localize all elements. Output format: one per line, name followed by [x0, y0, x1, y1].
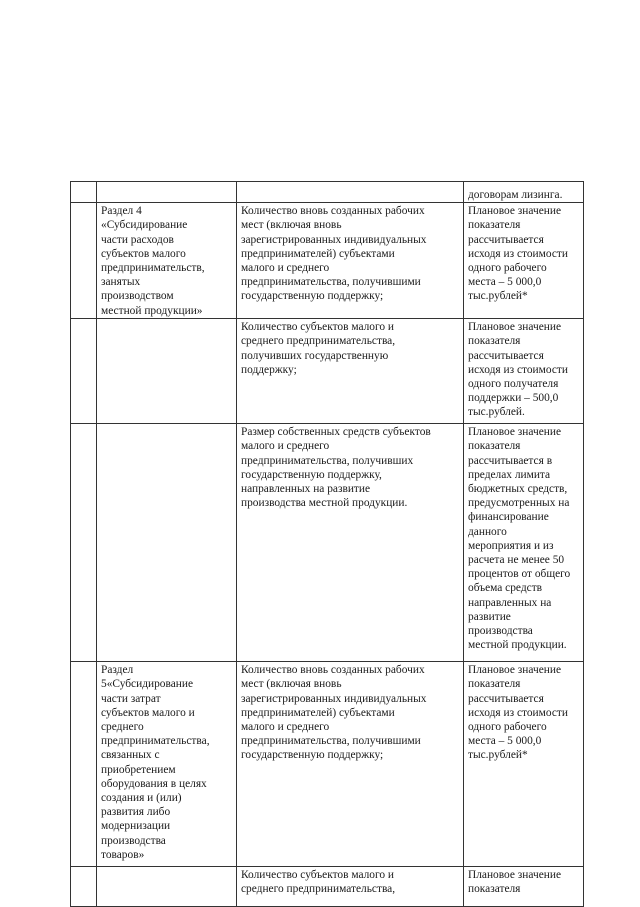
indicator-cell: Количество субъектов малого и среднего предпринимательства, получивших государственную поддержку; — [237, 319, 464, 424]
row-number-cell — [71, 203, 97, 319]
note-cell: Плановое значение показателя рассчитывается исходя из стоимости одного рабочего места – 5 000,0 тыс.рублей* — [464, 203, 584, 319]
section-cell — [97, 424, 237, 662]
row-number-cell — [71, 424, 97, 662]
table-row — [71, 662, 584, 867]
note-cell: Плановое значение показателя — [464, 867, 584, 907]
indicator-cell: Количество вновь созданных рабочих мест (включая вновь зарегистрированных индивидуальных предпринимателей) субъектами малого и среднего предпринимательства, получившими государственную поддержку; — [237, 203, 464, 319]
row-number-cell — [71, 867, 97, 907]
table-row — [71, 424, 584, 662]
table-row — [71, 182, 584, 203]
note-cell: Плановое значение показателя рассчитывается в пределах лимита бюджетных средств, предусмотренных на финансирование данного мероприятия и из расчета не менее 50 процентов от общего объема средств направленных на развитие производства местной продукции. — [464, 424, 584, 662]
note-cell: договорам лизинга. — [464, 182, 584, 203]
note-cell: Плановое значение показателя рассчитывается исходя из стоимости одного получателя поддержки – 500,0 тыс.рублей. — [464, 319, 584, 424]
table-row — [71, 319, 584, 424]
indicator-cell — [237, 182, 464, 203]
section-cell — [97, 319, 237, 424]
row-number-cell — [71, 319, 97, 424]
indicator-cell: Количество вновь созданных рабочих мест (включая вновь зарегистрированных индивидуальных предпринимателей) субъектами малого и среднего предпринимательства, получившими государственную поддержку; — [237, 662, 464, 867]
note-cell: Плановое значение показателя рассчитывается исходя из стоимости одного рабочего места – 5 000,0 тыс.рублей* — [464, 662, 584, 867]
indicator-cell: Размер собственных средств субъектов малого и среднего предпринимательства, получивших государственную поддержку, направленных на развитие производства местной продукции. — [237, 424, 464, 662]
row-number-cell — [71, 662, 97, 867]
table-row — [71, 867, 584, 907]
indicator-table — [70, 181, 584, 907]
section-cell — [97, 867, 237, 907]
section-cell: Раздел 5«Субсидирование части затрат субъектов малого и среднего предпринимательства, связанных с приобретением оборудования в целях создания и (или) развития либо модернизации производства товаров» — [97, 662, 237, 867]
indicator-cell: Количество субъектов малого и среднего предпринимательства, — [237, 867, 464, 907]
section-cell: Раздел 4 «Субсидирование части расходов субъектов малого предпринимательств, занятых производством местной продукции» — [97, 203, 237, 319]
row-number-cell — [71, 182, 97, 203]
section-cell — [97, 182, 237, 203]
table-row — [71, 203, 584, 319]
